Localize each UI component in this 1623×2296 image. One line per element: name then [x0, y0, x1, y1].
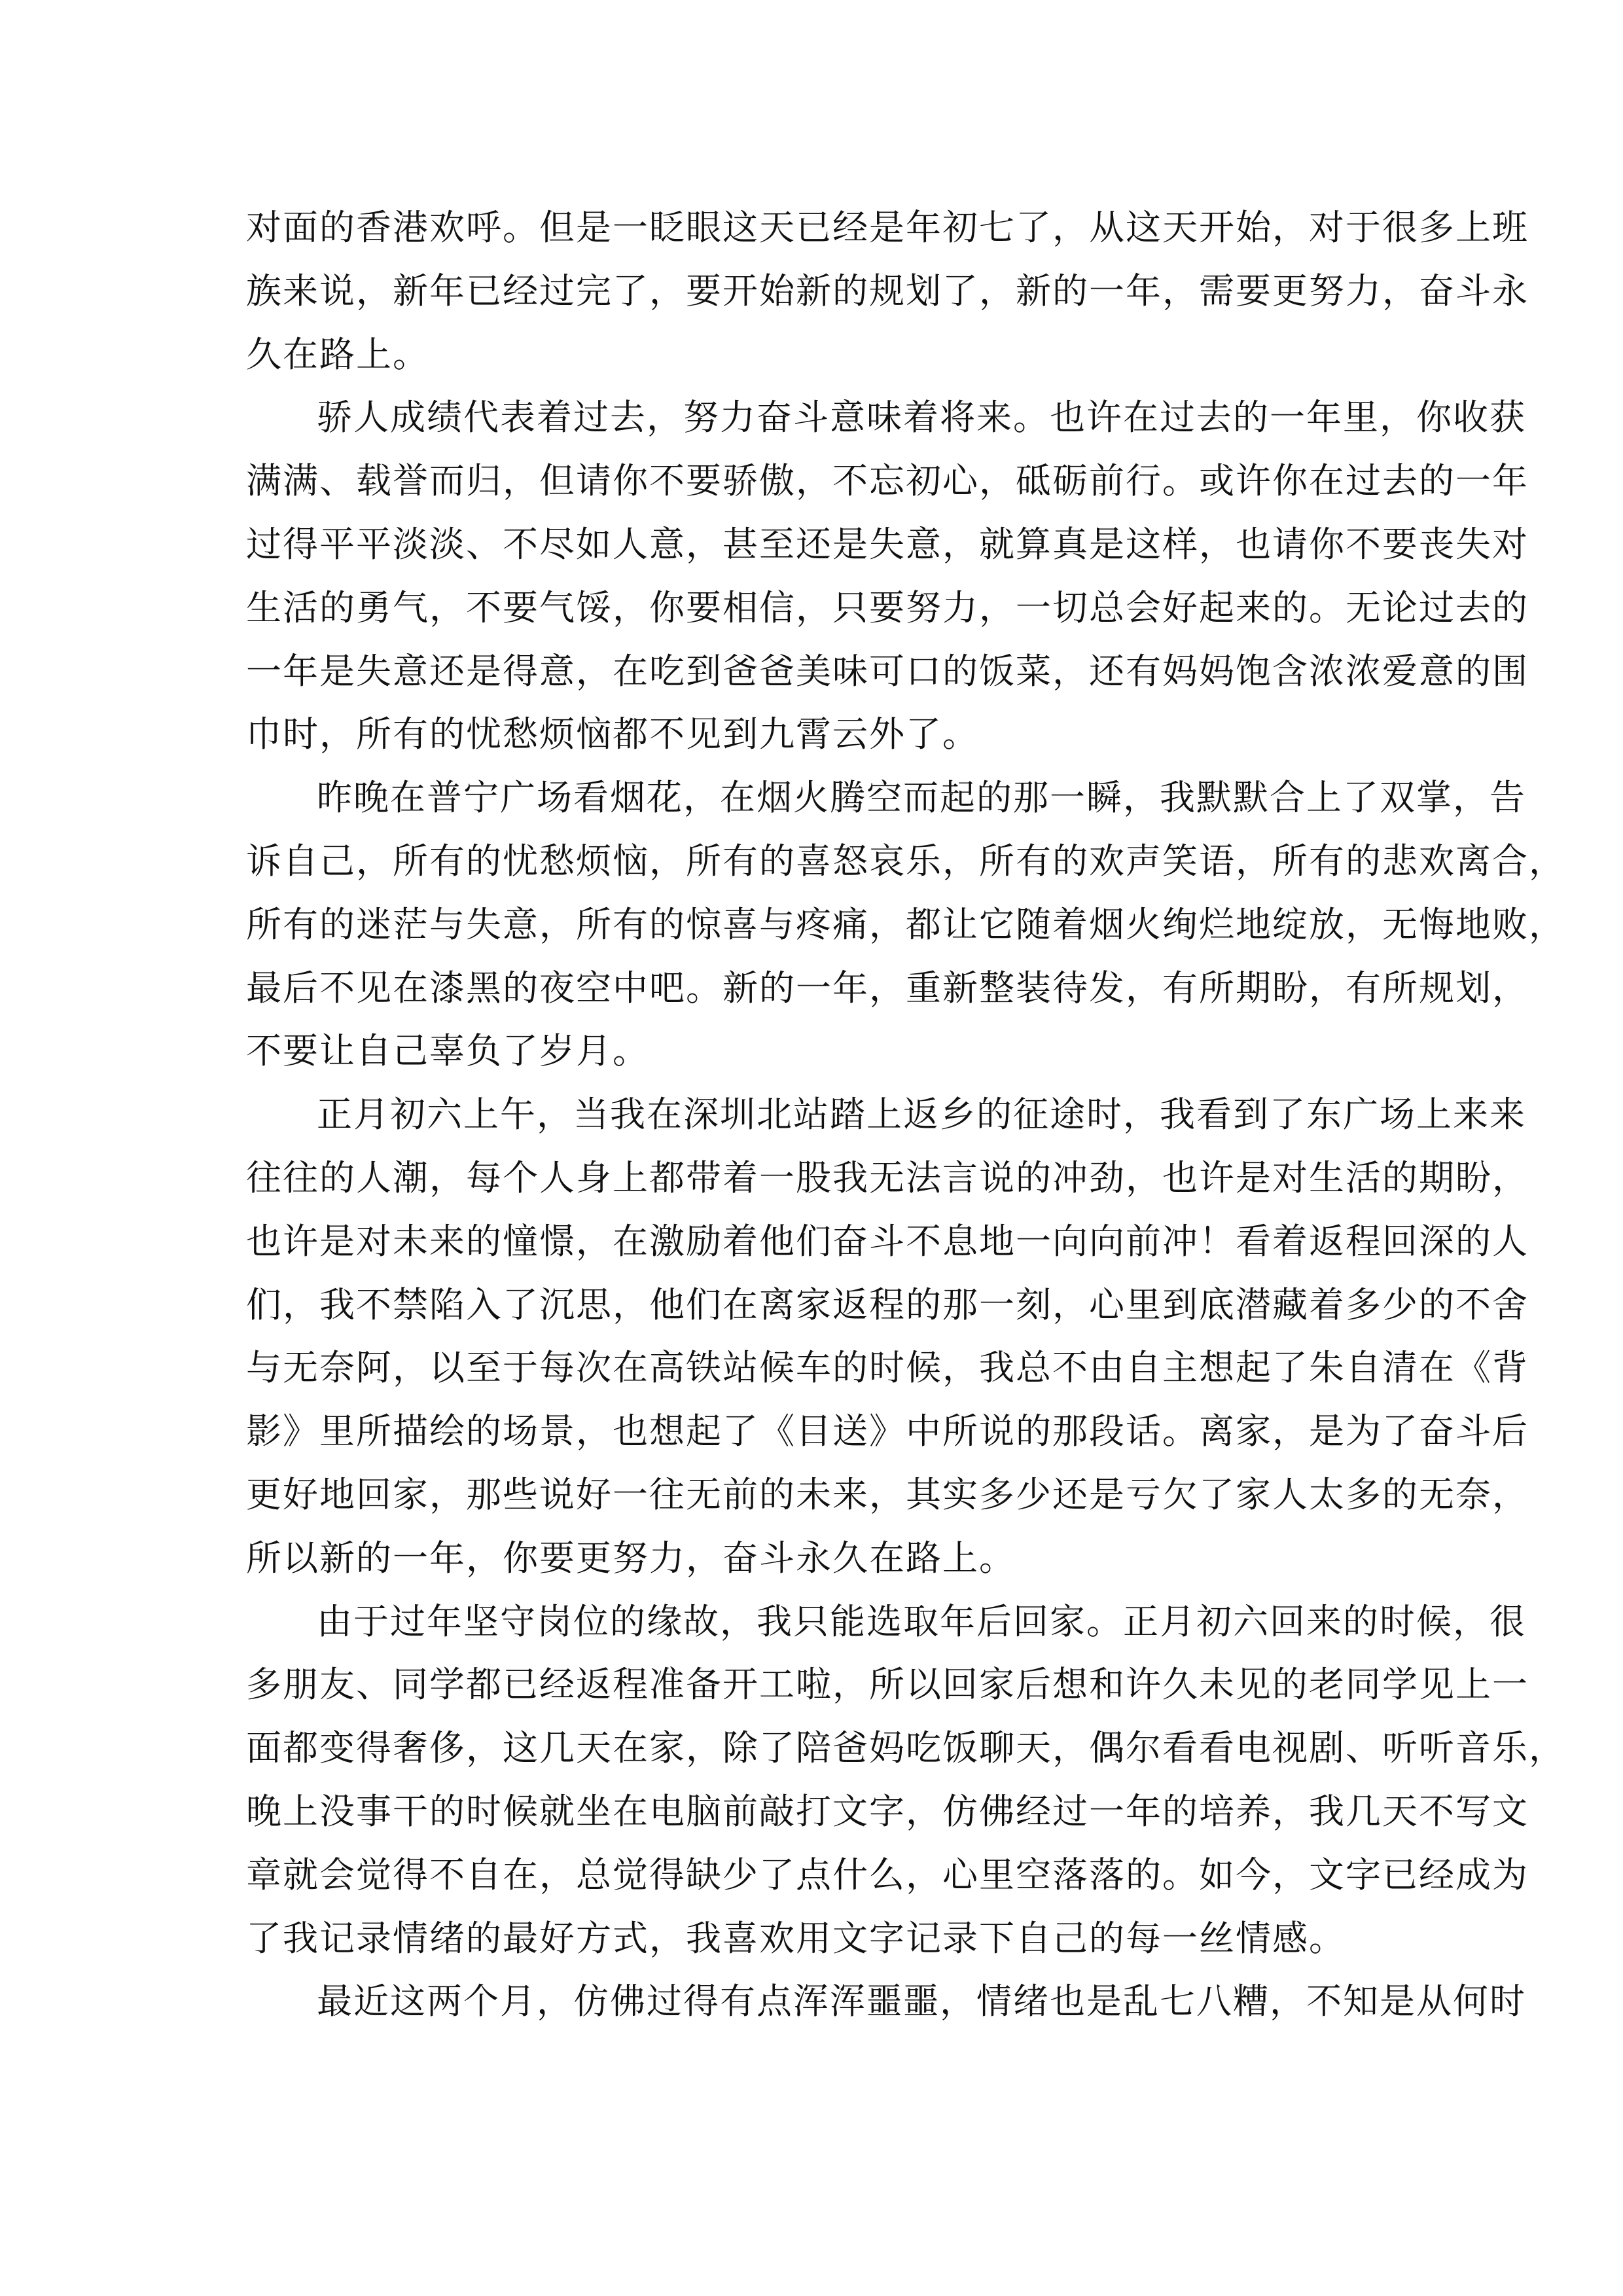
text-line: 了我记录情绪的最好方式，我喜欢用文字记录下自己的每一丝情感。: [246, 1917, 1346, 1959]
text-line: 诉自己，所有的忧愁烦恼，所有的喜怒哀乐，所有的欢声笑语，所有的悲欢离合，: [246, 840, 1565, 882]
text-line: 最后不见在漆黑的夜空中吧。新的一年，重新整装待发，有所期盼，有所规划，: [246, 967, 1529, 1009]
text-line: 也许是对未来的憧憬，在激励着他们奋斗不息地一向向前冲！看着返程回深的人: [246, 1220, 1529, 1262]
paragraph-4: [246, 1083, 1529, 1590]
paragraph-1: [246, 196, 1529, 386]
paragraph-3: [246, 766, 1565, 1083]
text-line: 久在路上。: [246, 333, 429, 375]
text-line: 们，我不禁陷入了沉思，他们在离家返程的那一刻，心里到底潜藏着多少的不舍: [246, 1283, 1529, 1325]
text-line: 所以新的一年，你要更努力，奋斗永久在路上。: [246, 1537, 1016, 1579]
text-line: 往往的人潮，每个人身上都带着一股我无法言说的冲劲，也许是对生活的期盼，: [246, 1157, 1529, 1198]
text-line: 一年是失意还是得意，在吃到爸爸美味可口的饭菜，还有妈妈饱含浓浓爱意的围: [246, 650, 1529, 692]
text-line: 过得平平淡淡、不尽如人意，甚至还是失意，就算真是这样，也请你不要丧失对: [246, 523, 1529, 565]
text-line: 章就会觉得不自在，总觉得缺少了点什么，心里空落落的。如今，文字已经成为: [246, 1854, 1529, 1895]
text-line: 与无奈阿，以至于每次在高铁站候车的时候，我总不由自主想起了朱自清在《背: [246, 1347, 1529, 1389]
text-line: 晚上没事干的时候就坐在电脑前敲打文字，仿佛经过一年的培养，我几天不写文: [246, 1790, 1529, 1832]
text-line: 昨晚在普宁广场看烟花，在烟火腾空而起的那一瞬，我默默合上了双掌，告: [317, 777, 1526, 819]
text-line: 最近这两个月，仿佛过得有点浑浑噩噩，情绪也是乱七八糟，不知是从何时: [317, 1981, 1526, 2022]
text-line: 由于过年坚守岗位的缘故，我只能选取年后回家。正月初六回来的时候，很: [317, 1600, 1526, 1642]
text-line: 影》里所描绘的场景，也想起了《目送》中所说的那段话。离家，是为了奋斗后: [246, 1410, 1529, 1452]
paragraph-5: [246, 1590, 1565, 1971]
text-line: 骄人成绩代表着过去，努力奋斗意味着将来。也许在过去的一年里，你收获: [317, 397, 1526, 439]
text-line: 面都变得奢侈，这几天在家，除了陪爸妈吃饭聊天，偶尔看看电视剧、听听音乐，: [246, 1727, 1565, 1769]
text-line: 更好地回家，那些说好一往无前的未来，其实多少还是亏欠了家人太多的无奈，: [246, 1473, 1529, 1515]
body-text: [246, 196, 1565, 2034]
text-line: 族来说，新年已经过完了，要开始新的规划了，新的一年，需要更努力，奋斗永: [246, 270, 1529, 312]
text-line: 所有的迷茫与失意，所有的惊喜与疼痛，都让它随着烟火绚烂地绽放，无悔地败，: [246, 903, 1565, 945]
text-line: 巾时，所有的忧愁烦恼都不见到九霄云外了。: [246, 713, 979, 755]
paragraph-6: [246, 1970, 1526, 2034]
text-line: 生活的勇气，不要气馁，你要相信，只要努力，一切总会好起来的。无论过去的: [246, 586, 1529, 628]
text-line: 满满、载誉而归，但请你不要骄傲，不忘初心，砥砺前行。或许你在过去的一年: [246, 460, 1529, 502]
text-line: 对面的香港欢呼。但是一眨眼这天已经是年初七了，从这天开始，对于很多上班: [246, 207, 1529, 248]
text-line: 不要让自己辜负了岁月。: [246, 1030, 649, 1072]
text-line: 多朋友、同学都已经返程准备开工啦，所以回家后想和许久未见的老同学见上一: [246, 1664, 1529, 1706]
paragraph-2: [246, 386, 1529, 766]
text-line: 正月初六上午，当我在深圳北站踏上返乡的征途时，我看到了东广场上来来: [317, 1094, 1526, 1136]
